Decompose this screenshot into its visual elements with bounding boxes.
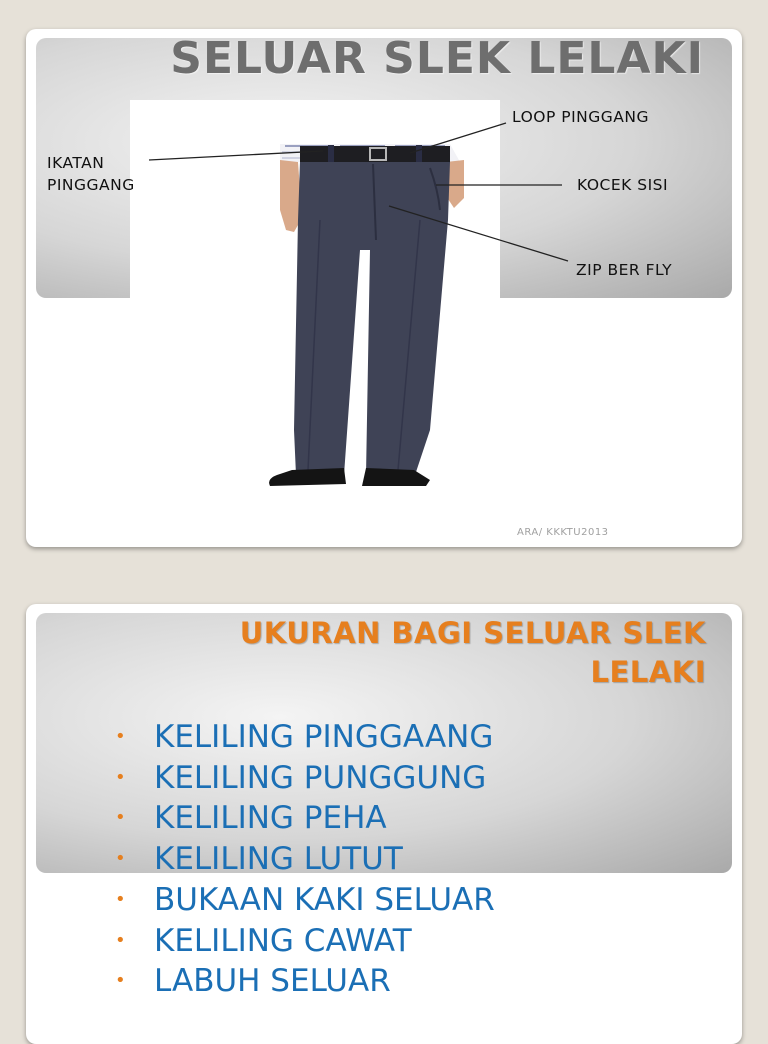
list-item: • LABUH SELUAR: [115, 961, 495, 1002]
credit-text: ARA/ KKKTU2013: [517, 527, 609, 538]
bullet-icon: •: [115, 848, 126, 870]
title-line-1: UKURAN BAGI SELUAR SLEK: [239, 616, 706, 650]
slide-ukuran: [26, 604, 742, 1044]
bullet-icon: •: [115, 766, 126, 788]
slide-seluar-slek: [26, 29, 742, 547]
bullet-icon: •: [115, 970, 126, 992]
title-line-2: LELAKI: [590, 655, 706, 689]
bullet-icon: •: [115, 726, 126, 747]
list-item: • KELILING LUTUT: [115, 839, 495, 880]
slide-title: SELUAR SLEK LELAKI: [170, 33, 704, 84]
list-item: • KELILING PINGGAANG: [115, 717, 495, 758]
list-item: • KELILING PEHA: [115, 798, 495, 839]
callout-loop-pinggang: LOOP PINGGANG: [512, 108, 650, 126]
callout-kocek-sisi: KOCEK SISI: [577, 176, 669, 194]
measurement-list: [115, 717, 495, 1002]
bullet-icon: •: [115, 929, 126, 951]
callout-ikatan-line2: PINGGANG: [47, 176, 135, 194]
list-item: • KELILING PUNGGUNG: [115, 758, 495, 799]
bullet-icon: •: [115, 888, 126, 910]
callout-zip-ber-fly: ZIP BER FLY: [576, 261, 673, 279]
bullet-icon: •: [115, 807, 126, 829]
slide-title: [106, 614, 706, 692]
list-item: • BUKAAN KAKI SELUAR: [115, 880, 495, 921]
list-item: • KELILING CAWAT: [115, 921, 495, 962]
callout-ikatan-line1: IKATAN: [47, 154, 105, 172]
